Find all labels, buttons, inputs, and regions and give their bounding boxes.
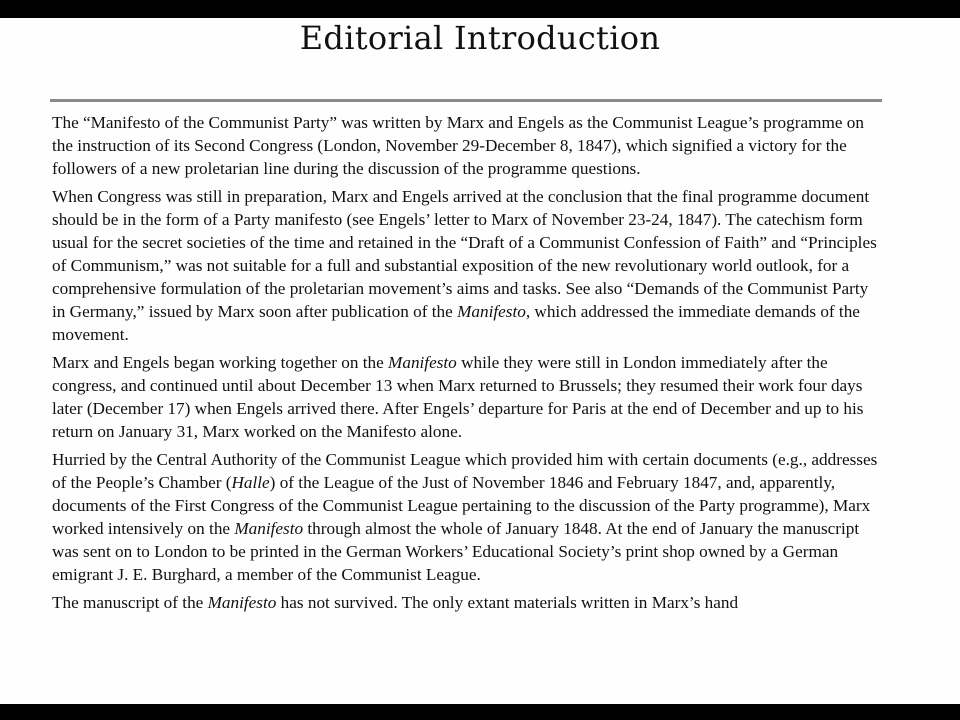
italic-text: Manifesto <box>388 353 457 372</box>
paragraph-text: Hurried by the Central Authority of the Communist League which provided him with certain documents (e.g., addresses of the People’s Chamber ( <box>52 450 878 492</box>
paragraph-text: When Congress was still in preparation, Marx and Engels arrived at the conclusion that the final programme document should be in the form of a Party manifesto (see Engels’ letter to Marx of November 23-24, 1847). The catechism form usual for the secret societies of the time and retained in the “Draft of a Communist Confession of Faith” and “Principles of Communism,” was not suitable for a full and substantial exposition of the new revolutionary world outlook, for a comprehensive formulation of the proletarian movement’s aims and tasks. See also “Demands of the Communist Party in Germany,” issued by Marx soon after publication of the <box>52 187 877 321</box>
paragraph <box>52 591 882 614</box>
paragraph-text: while they were still in London immediately after the congress, and continued until about December 13 when Marx returned to Brussels; they resumed their work four days later (December 17) when Engels arrived there. After Engels’ departure for Paris at the end of December and up to his return on January 31, Marx worked on the Manifesto alone. <box>52 353 864 441</box>
paragraph-text: The manuscript of the <box>52 593 208 612</box>
document-body <box>52 111 882 619</box>
paragraph <box>52 448 882 586</box>
document-page <box>0 18 960 704</box>
paragraph-text: The “Manifesto of the Communist Party” was written by Marx and Engels as the Communist League’s programme on the instruction of its Second Congress (London, November 29-December 8, 1847), which signified a victory for the followers of a new proletarian line during the discussion of the programme questions. <box>52 113 864 178</box>
paragraph <box>52 351 882 443</box>
paragraph-text: through almost the whole of January 1848. At the end of January the manuscript was sent on to London to be printed in the German Workers’ Educational Society’s print shop owned by a German emigrant J. E. Burghard, a member of the Communist League. <box>52 519 860 584</box>
page-title: Editorial Introduction <box>299 19 661 57</box>
italic-text: Manifesto <box>207 593 277 612</box>
italic-text: Manifesto <box>457 302 526 321</box>
paragraph-text: has not survived. The only extant materials written in Marx’s hand <box>276 593 739 612</box>
italic-text: Halle <box>231 473 270 492</box>
title-divider <box>50 99 882 102</box>
paragraph-text: ) of the League of the Just of November 1846 and February 1847, and, apparently, documents of the First Congress of the Communist League pertaining to the discussion of the Party programme), Marx worked intensively on the <box>52 473 871 538</box>
italic-text: Manifesto <box>234 519 304 538</box>
paragraph <box>52 185 882 346</box>
paragraph <box>52 111 882 180</box>
paragraph-text: Marx and Engels began working together on the <box>52 353 389 372</box>
paragraph-text: , which addressed the immediate demands of the movement. <box>52 302 860 344</box>
